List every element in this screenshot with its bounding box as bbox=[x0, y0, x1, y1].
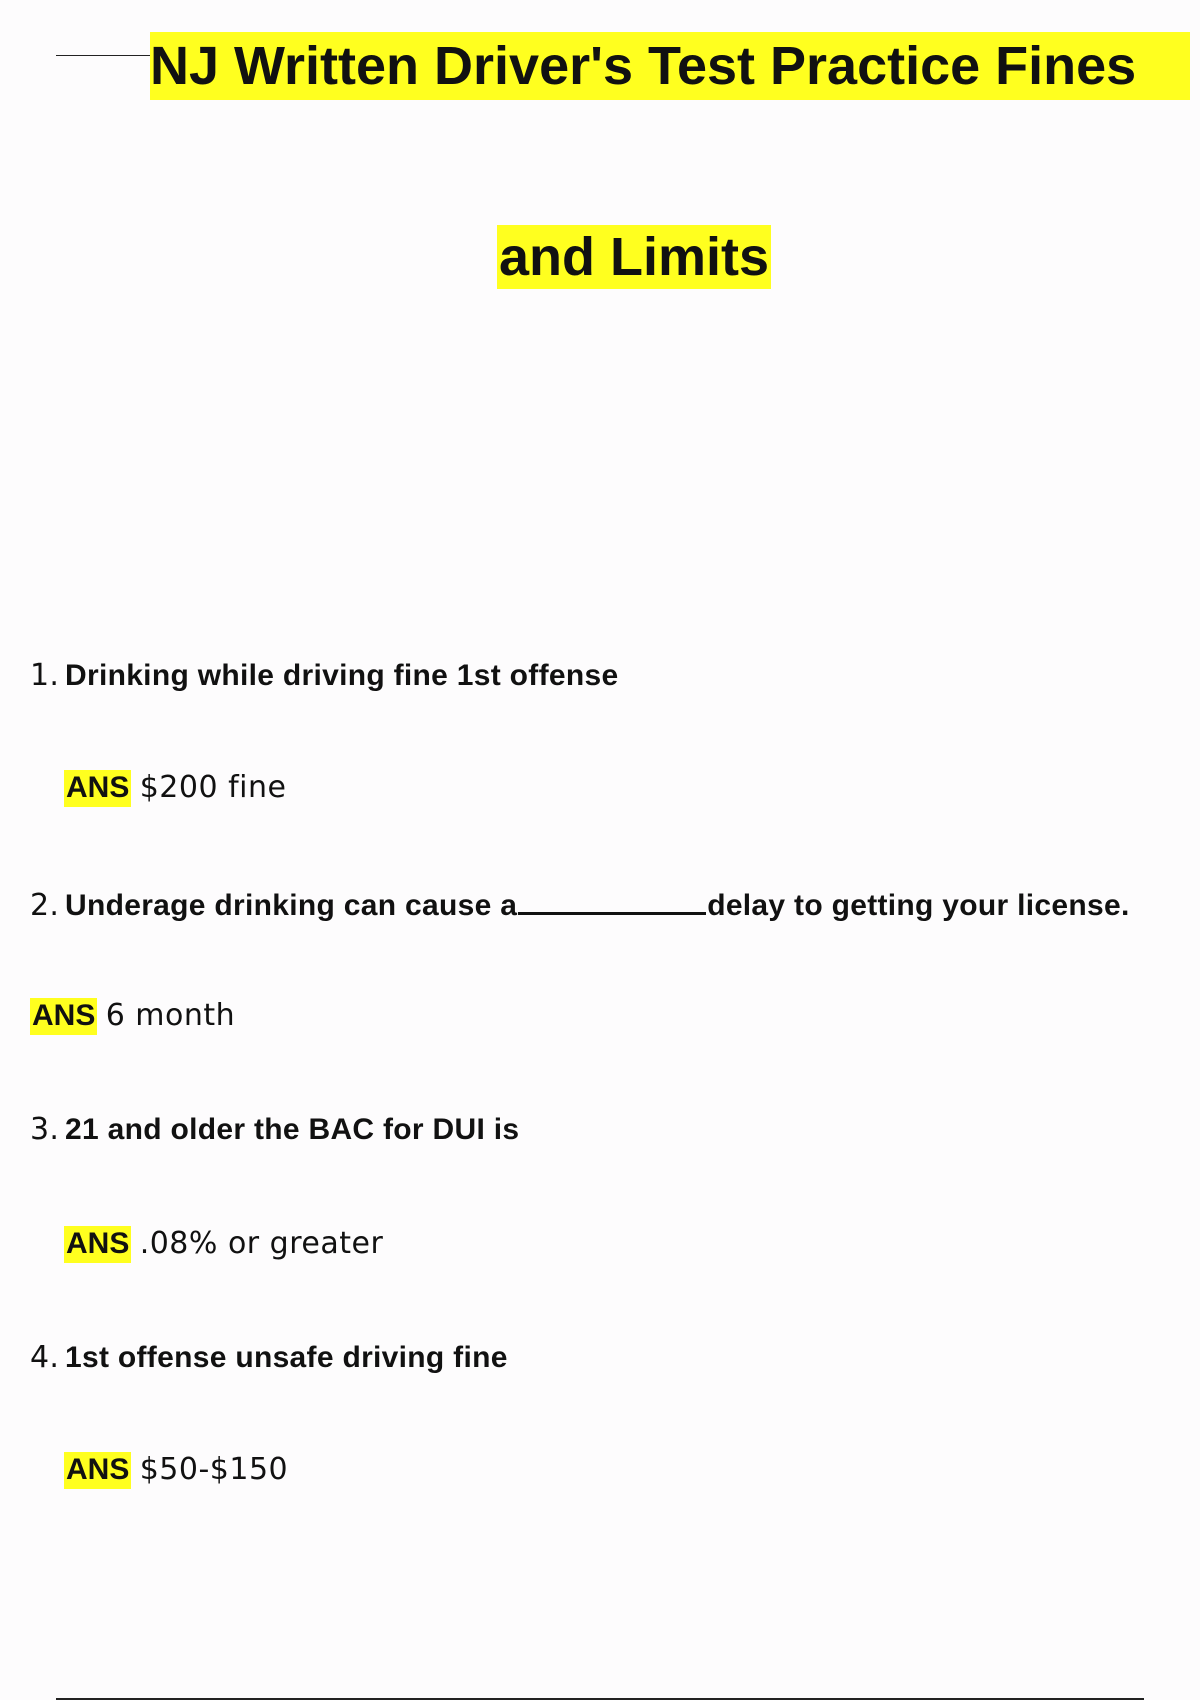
question-number: 1. bbox=[30, 658, 60, 693]
answer-label: ANS bbox=[64, 770, 131, 807]
page-title-line2: and Limits bbox=[498, 227, 770, 287]
answer-label: ANS bbox=[64, 1226, 131, 1263]
question-text: Drinking while driving fine 1st offense bbox=[65, 659, 619, 692]
answer-text: $50-$150 bbox=[139, 1452, 289, 1487]
question-text: 1st offense unsafe driving fine bbox=[65, 1341, 508, 1374]
answer-4 bbox=[64, 1452, 288, 1487]
question-4 bbox=[30, 1340, 508, 1375]
fill-in-blank bbox=[518, 886, 706, 915]
question-number: 2. bbox=[30, 888, 60, 923]
answer-3 bbox=[64, 1226, 383, 1261]
answer-text: $200 fine bbox=[139, 770, 287, 805]
question-number: 4. bbox=[30, 1340, 60, 1375]
page-title-line1: NJ Written Driver's Test Practice Fines bbox=[150, 32, 1190, 100]
page-title-line2-wrap bbox=[0, 226, 1200, 288]
answer-1 bbox=[64, 770, 286, 805]
answer-text: 6 month bbox=[105, 998, 236, 1033]
answer-label: ANS bbox=[64, 1452, 131, 1489]
question-text-after-blank: delay to getting your license. bbox=[707, 889, 1130, 922]
question-2 bbox=[30, 886, 1130, 923]
question-text-before-blank: Underage drinking can cause a bbox=[65, 889, 518, 922]
question-text: 21 and older the BAC for DUI is bbox=[65, 1113, 520, 1146]
question-3 bbox=[30, 1112, 519, 1147]
question-number: 3. bbox=[30, 1112, 60, 1147]
header-rule bbox=[56, 55, 152, 56]
question-1 bbox=[30, 658, 618, 693]
answer-label: ANS bbox=[30, 998, 97, 1035]
answer-2 bbox=[30, 998, 235, 1033]
answer-text: .08% or greater bbox=[139, 1226, 384, 1261]
